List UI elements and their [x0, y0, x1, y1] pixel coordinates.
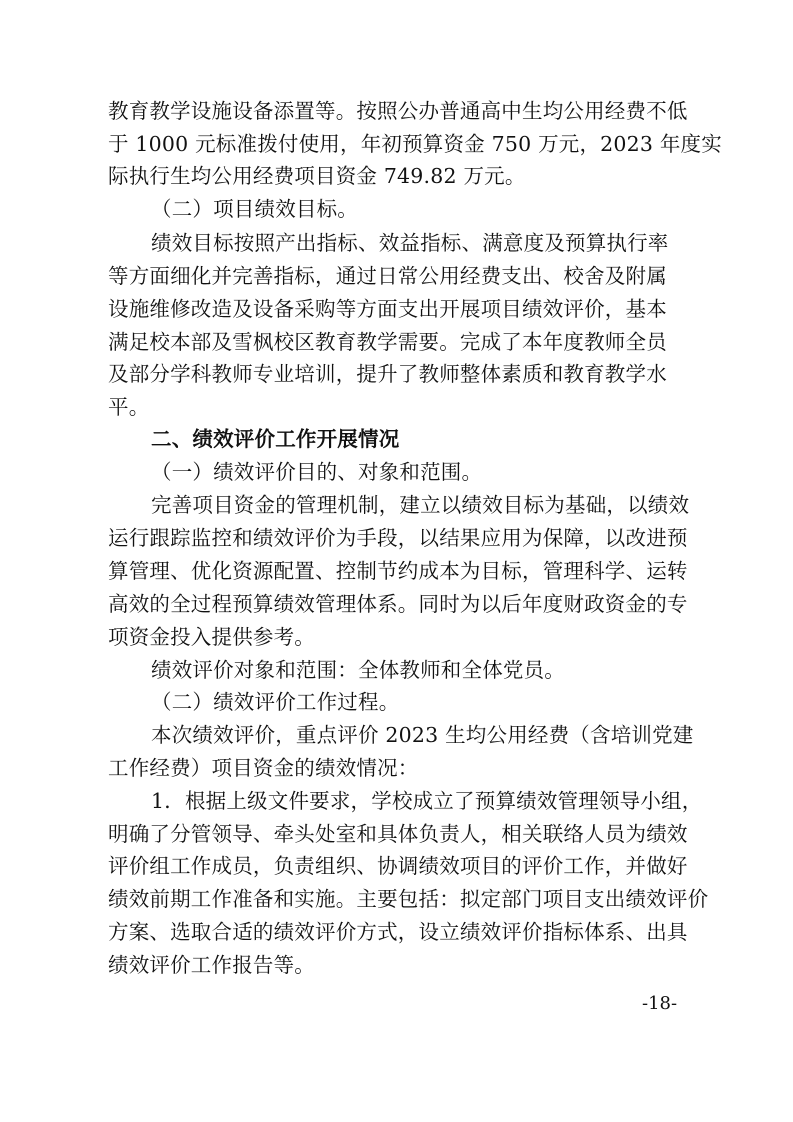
- section-subtitle-process: （二）绩效评价工作过程。: [151, 690, 400, 714]
- text-line-16: 高效的全过程预算绩效管理体系。同时为以后年度财政资金的专: [108, 592, 688, 616]
- text-line-25: 绩效前期工作准备和实施。主要包括：拟定部门项目支出绩效评价: [108, 887, 709, 911]
- text-line-20: 本次绩效评价，重点评价 2023 生均公用经费（含培训党建: [151, 723, 694, 747]
- text-line-10: 平。: [108, 395, 150, 419]
- text-line-8: 满足校本部及雪枫校区教育教学需要。完成了本年度教师全员: [108, 330, 667, 354]
- text-line-5: 绩效目标按照产出指标、效益指标、满意度及预算执行率: [151, 231, 669, 255]
- section-heading: 二、绩效评价工作开展情况: [151, 427, 400, 451]
- text-line-7: 设施维修改造及设备采购等方面支出开展项目绩效评价，基本: [108, 297, 667, 321]
- text-line-18: 绩效评价对象和范围：全体教师和全体党员。: [151, 658, 565, 682]
- text-line-15: 算管理、优化资源配置、控制节约成本为目标，管理科学、运转: [108, 559, 688, 583]
- text-line-14: 运行跟踪监控和绩效评价为手段，以结果应用为保障，以改进预: [108, 526, 688, 550]
- text-line-23: 明确了分管领导、牵头处室和具体负责人，相关联络人员为绩效: [108, 822, 688, 846]
- section-subtitle-purpose: （一）绩效评价目的、对象和范围。: [151, 460, 483, 484]
- text-line-26: 方案、选取合适的绩效评价方式，设立绩效评价指标体系、出具: [108, 920, 688, 944]
- section-subtitle-project-goals: （二）项目绩效目标。: [151, 197, 358, 221]
- page-number: -18-: [642, 993, 678, 1014]
- text-line-3: 际执行生均公用经费项目资金 749.82 万元。: [108, 164, 526, 188]
- text-line-6: 等方面细化并完善指标，通过日常公用经费支出、校舍及附属: [108, 264, 667, 288]
- text-line-9: 及部分学科教师专业培训，提升了教师整体素质和教育教学水: [108, 362, 667, 386]
- text-line-22: 1．根据上级文件要求，学校成立了预算绩效管理领导小组，: [151, 789, 703, 813]
- text-line-17: 项资金投入提供参考。: [108, 625, 315, 649]
- text-line-24: 评价组工作成员，负责组织、协调绩效项目的评价工作，并做好: [108, 854, 688, 878]
- text-line-21: 工作经费）项目资金的绩效情况：: [108, 756, 419, 780]
- text-line-27: 绩效评价工作报告等。: [108, 953, 315, 977]
- text-line-2: 于 1000 元标准拨付使用，年初预算资金 750 万元，2023 年度实: [108, 132, 722, 156]
- text-line-1: 教育教学设施设备添置等。按照公办普通高中生均公用经费不低: [108, 99, 688, 123]
- text-line-13: 完善项目资金的管理机制，建立以绩效目标为基础，以绩效: [151, 493, 690, 517]
